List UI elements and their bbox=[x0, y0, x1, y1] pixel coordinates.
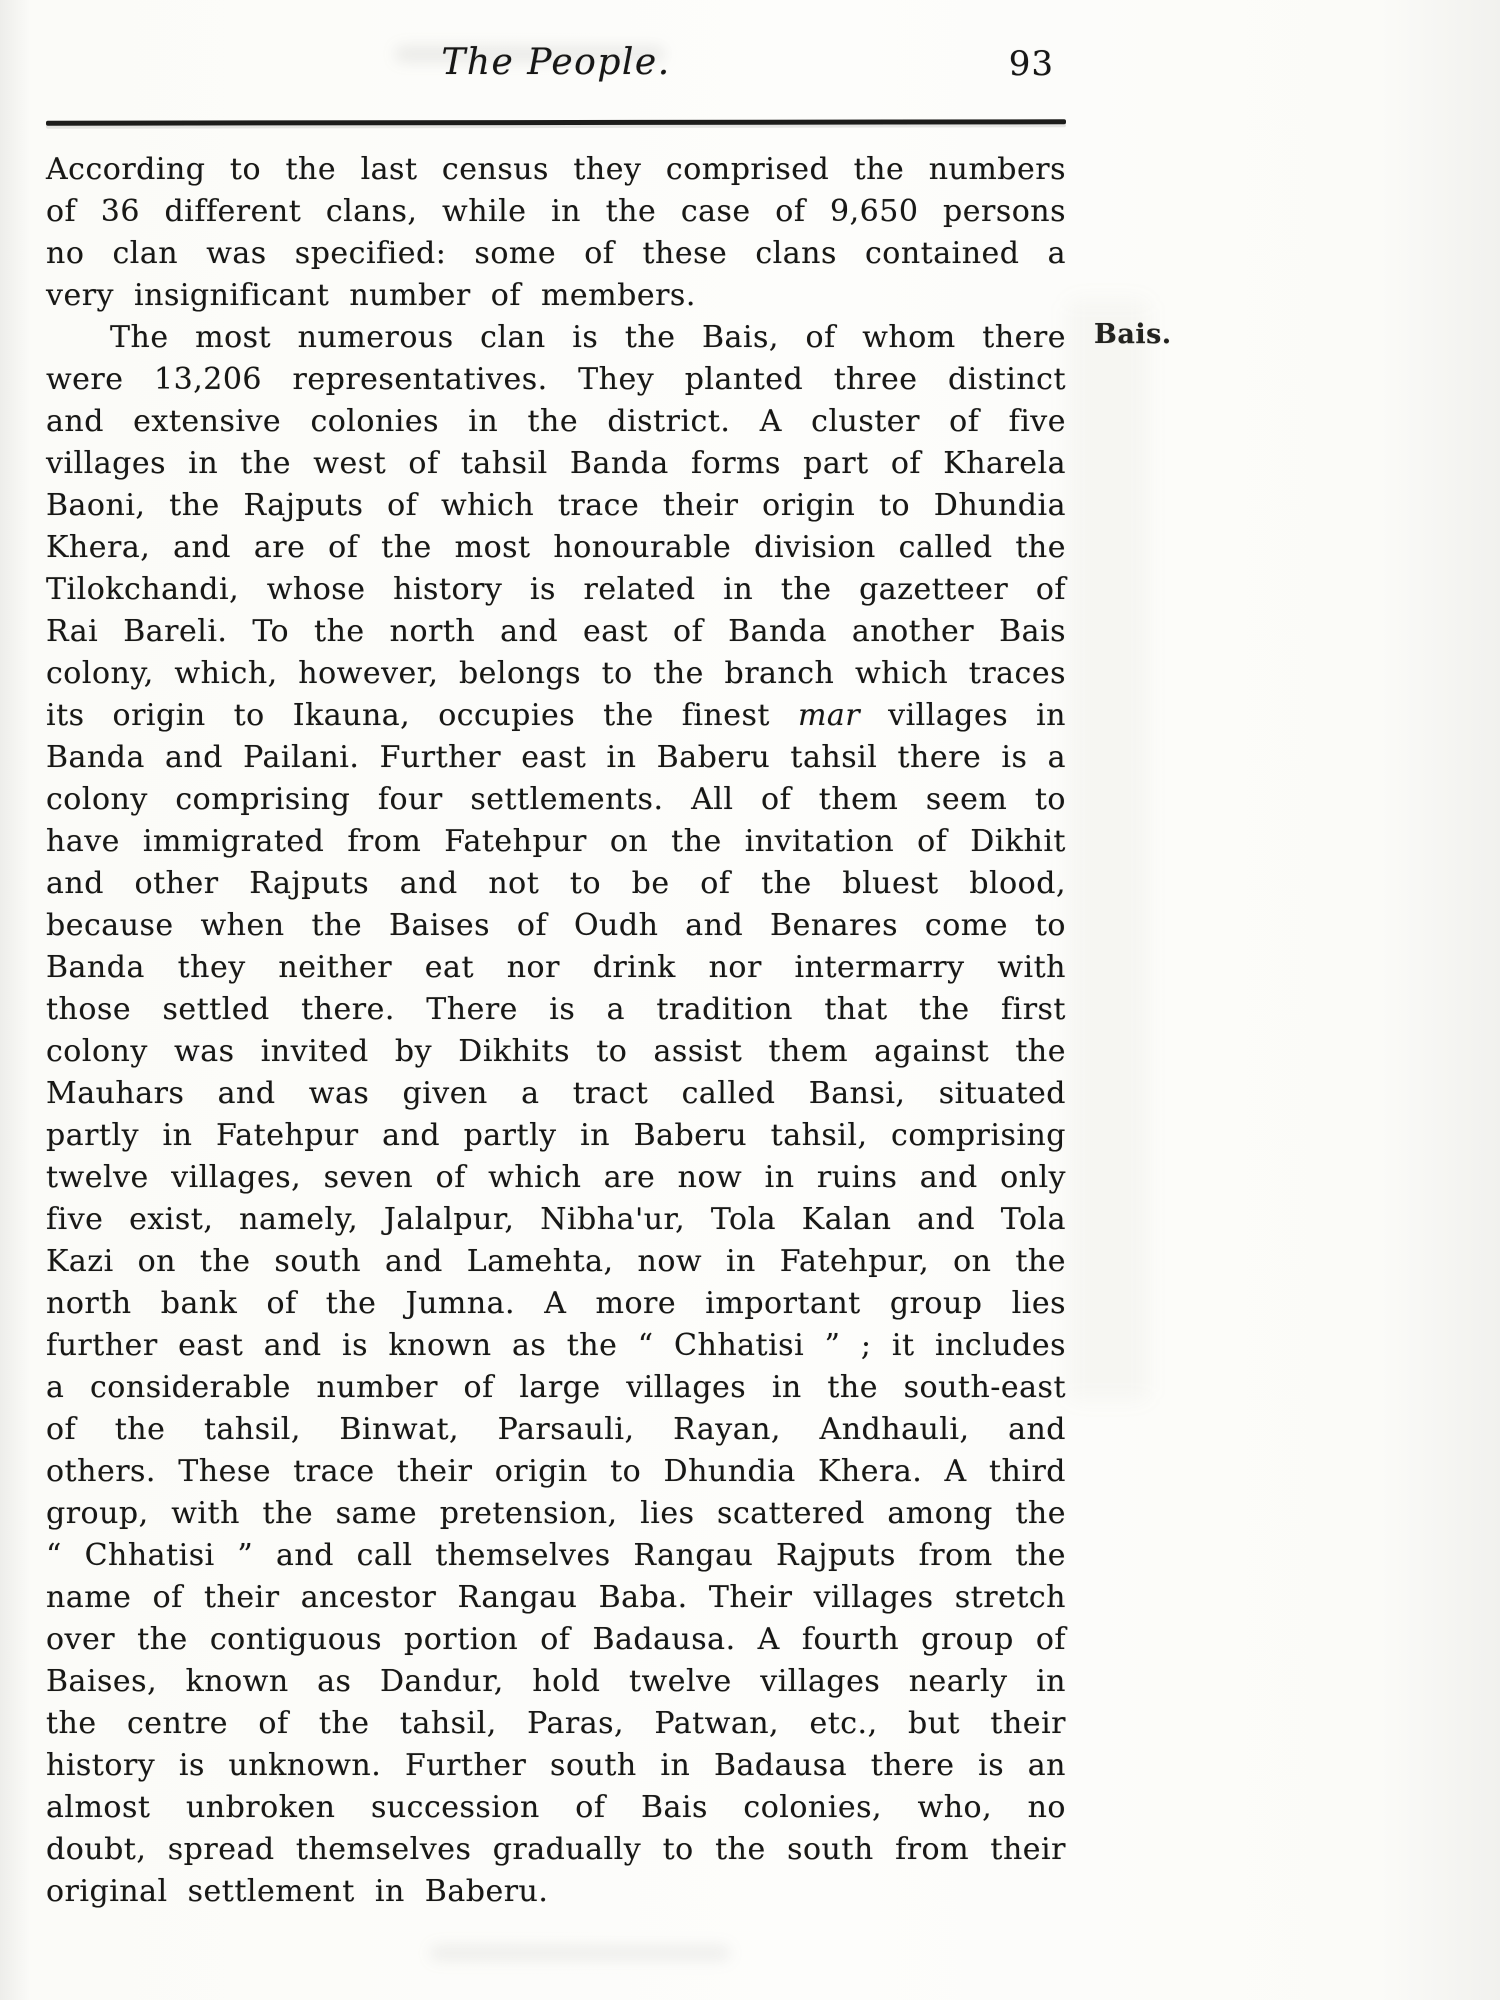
italic-term-mar: mar bbox=[797, 698, 861, 733]
page-header bbox=[46, 42, 1066, 106]
page-number: 93 bbox=[1008, 44, 1054, 84]
content-column bbox=[46, 42, 1172, 1913]
margin-note-bais: Bais. bbox=[1094, 319, 1172, 350]
header-rule bbox=[46, 119, 1066, 125]
running-title: The People. bbox=[441, 42, 671, 83]
paragraph-census-clans: According to the last census they comprised the numbers of 36 different clans, while in the case of 9,650 persons no clan was specified: some of these clans contained a very insignificant number of members. bbox=[46, 152, 1066, 313]
scan-bleedthrough-right bbox=[1068, 300, 1148, 1400]
page-body bbox=[46, 149, 1172, 1913]
paragraph-bais-text-end: villages in Banda and Pailani. Further east in Baberu tahsil there is a colony comprising four settlements. All of them seem to have immigrated from Fatehpur on the invitation of Dikhit and other Rajputs and not to be of the bluest blood, because when the Baises of Oudh and Benares come to Banda they neither eat nor drink nor intermarry with those settled there. There is a tradition that the first colony was invited by Dikhits to assist them against the Mauhars and was given a tract called Bansi, situated partly in Fatehpur and partly in Baberu tahsil, comprising twelve villages, seven of which are now in ruins and only five exist, namely, Jalalpur, Nibha'ur, Tola Kalan and Tola Kazi on the south and Lamehta, now in Fatehpur, on the north bank of the Jumna. A more important group lies further east and is known as the “ Chhatisi ” ; it includes a considerable number of large villages in the south-east of the tahsil, Binwat, Parsauli, Rayan, Andhauli, and others. These trace their origin to Dhundia Khera. A third group, with the same pretension, lies scattered among the “ Chhatisi ” and call themselves Rangau Rajputs from the name of their ancestor Rangau Baba. Their villages stretch over the contiguous portion of Badausa. A fourth group of Baises, known as Dandur, hold twelve villages nearly in the centre of the tahsil, Paras, Patwan, etc., but their history is unknown. Further south in Badausa there is an almost unbroken succession of Bais colonies, who, no doubt, spread themselves gradually to the south from their original settlement in Baberu. bbox=[46, 698, 1066, 1909]
paragraph-bais-clan bbox=[46, 317, 1066, 1913]
paragraph-bais-text-start: The most numerous clan is the Bais, of whom there were 13,206 representatives. They planted three distinct and extensive colonies in the district. A cluster of five villages in the west of tahsil Banda forms part of Kharela Baoni, the Rajputs of which trace their origin to Dhundia Khera, and are of the most honourable division called the Tilokchandi, whose history is related in the gazetteer of Rai Bareli. To the north and east of Banda another Bais colony, which, however, belongs to the branch which traces its origin to Ikauna, occupies the finest bbox=[46, 320, 1066, 733]
paragraph-bais-wrap bbox=[46, 317, 1172, 1913]
scan-smudge-bottom bbox=[430, 1945, 730, 1961]
